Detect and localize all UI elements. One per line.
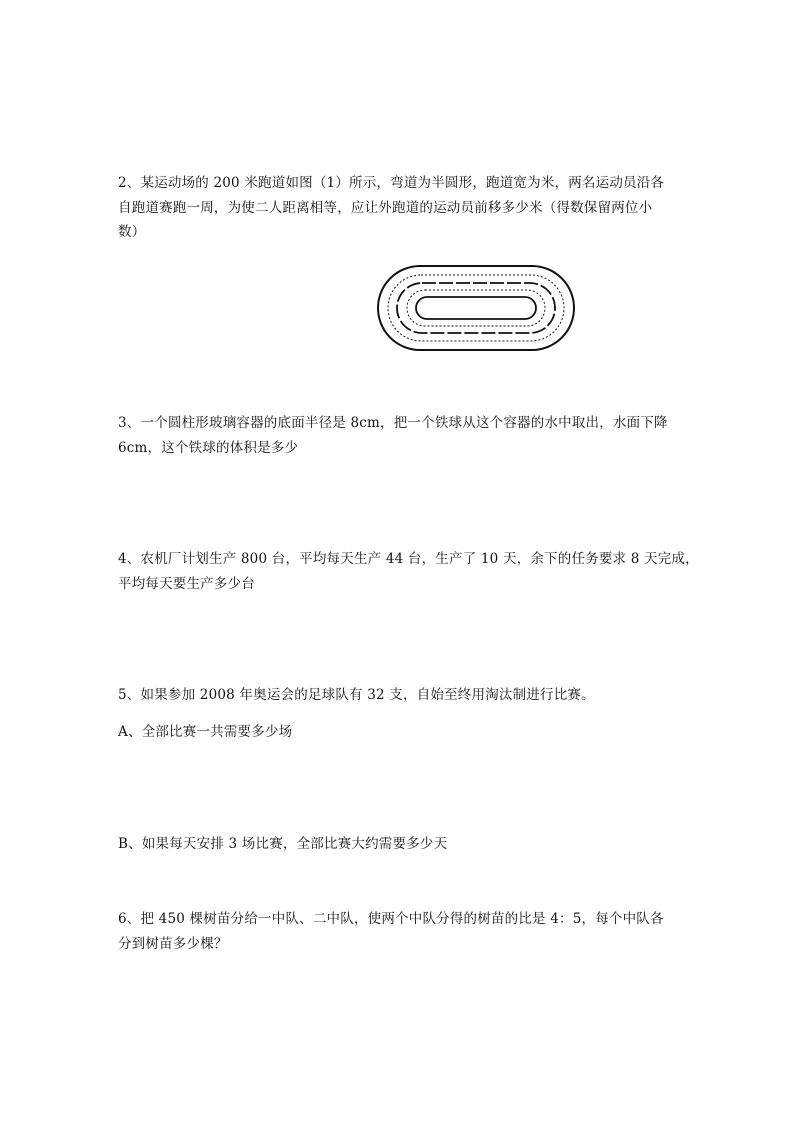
q3-line-1: 3、一个圆柱形玻璃容器的底面半径是 8cm，把一个铁球从这个容器的水中取出，水面下降: [118, 415, 668, 431]
q2-line-1: 2、某运动场的 200 米跑道如图（1）所示，弯道为半圆形，跑道宽为米，两名运动员沿各: [118, 175, 665, 191]
q4-line-2: 平均每天要生产多少台: [118, 576, 255, 592]
q2-line-3: 数）: [118, 224, 146, 240]
q5-part-a: A、全部比赛一共需要多少场: [118, 724, 293, 740]
q2-line-2: 自跑道赛跑一周，为使二人距离相等，应让外跑道的运动员前移多少米（得数保留两位小: [118, 200, 653, 216]
q6-line-2: 分到树苗多少棵？: [118, 936, 228, 952]
q3-line-2: 6cm，这个铁球的体积是多少: [118, 440, 299, 456]
q4-line-1: 4、农机厂计划生产 800 台，平均每天生产 44 台，生产了 10 天，余下的任务要求 8 天完成，: [118, 551, 699, 567]
q6-line-1: 6、把 450 棵树苗分给一中队、二中队，使两个中队分得的树苗的比是 4：5，每个中队各: [118, 911, 664, 927]
q5-part-b: B、如果每天安排 3 场比赛，全部比赛大约需要多少天: [118, 836, 448, 852]
q5-line-1: 5、如果参加 2008 年奥运会的足球队有 32 支，自始至终用淘汰制进行比赛。: [118, 687, 595, 703]
oval-running-track-icon: [376, 264, 576, 352]
